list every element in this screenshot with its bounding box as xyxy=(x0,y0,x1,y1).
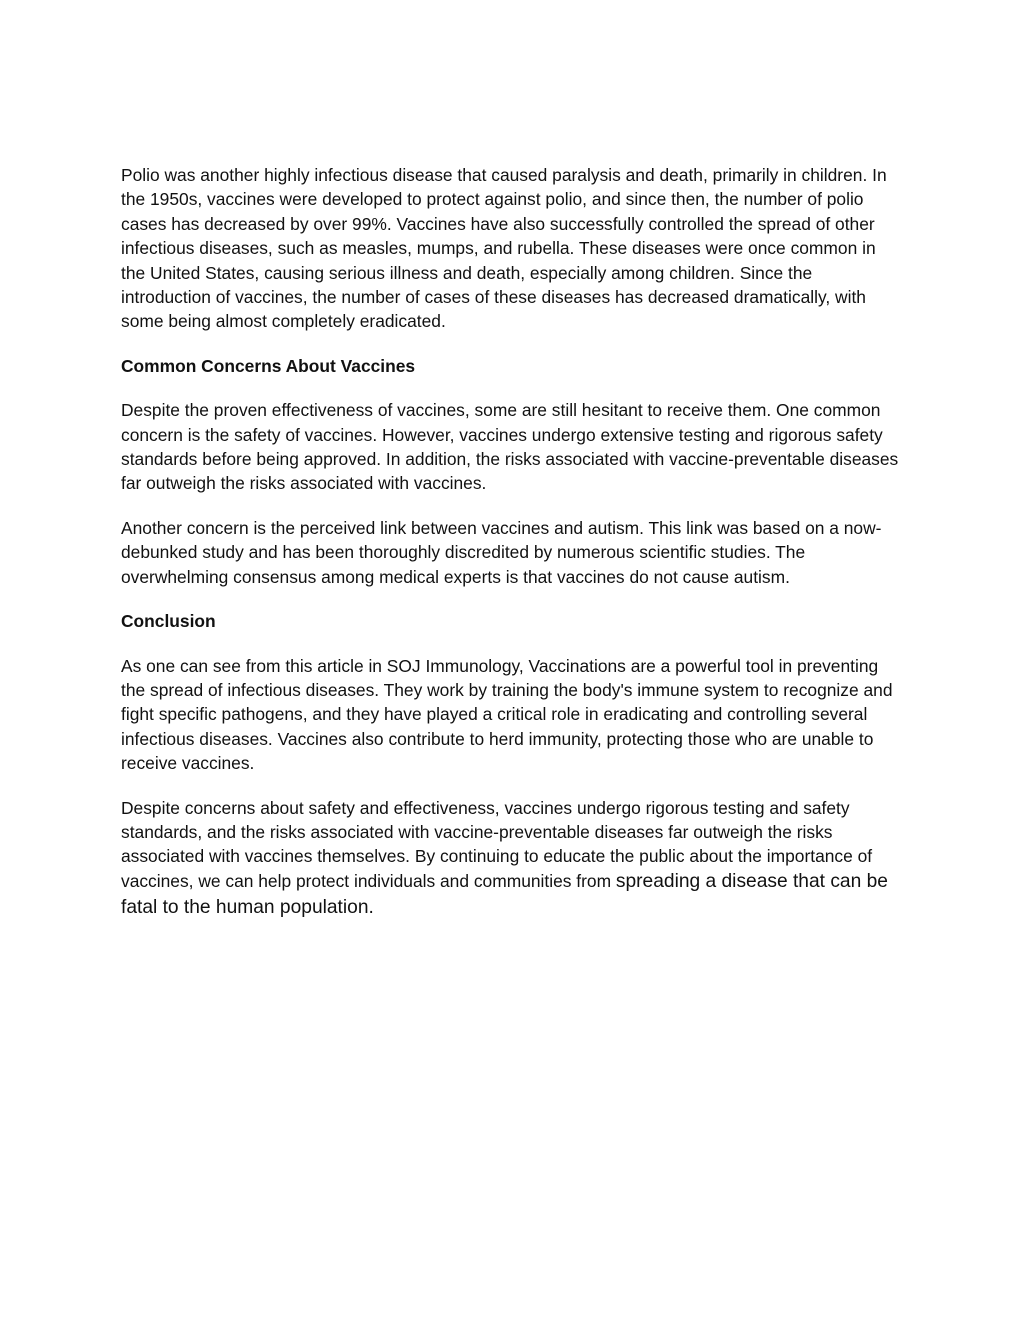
heading-common-concerns: Common Concerns About Vaccines xyxy=(121,355,416,376)
document-body xyxy=(121,163,903,941)
paragraph-final-tail-text: spreading a disease that can be fatal to the human population. xyxy=(121,870,888,918)
paragraph-conclusion-summary: As one can see from this article in SOJ Immunology, Vaccinations are a powerful tool in preventing the spread of infectious diseases. They work by training the body's immune system to recognize and fight specific pathogens, and they have played a critical role in eradicating and controlling several infectious diseases. Vaccines also contribute to herd immunity, protecting those who are unable to receive vaccines. xyxy=(121,655,893,774)
paragraph-final-main-text: Despite concerns about safety and effectiveness, vaccines undergo rigorous testing and safety standards, and the risks associated with vaccine-preventable diseases far outweigh the risks associated with vaccines themselves. By continuing to educate the public about the importance of vaccines, we can help protect individuals and communities from xyxy=(121,797,873,891)
heading-conclusion: Conclusion xyxy=(121,611,216,632)
paragraph-safety-concern: Despite the proven effectiveness of vaccines, some are still hesitant to receive them. One common concern is the safety of vaccines. However, vaccines undergo extensive testing and rigorous safety standards before being approved. In addition, the risks associated with vaccine-preventable diseases far outweigh the risks associated with vaccines. xyxy=(121,400,899,494)
paragraph-conclusion-final xyxy=(121,796,903,921)
paragraph-autism-concern: Another concern is the perceived link between vaccines and autism. This link was based on a now-debunked study and has been thoroughly discredited by numerous scientific studies. The overwhelming consensus among medical experts is that vaccines do not cause autism. xyxy=(121,517,882,587)
paragraph-polio: Polio was another highly infectious disease that caused paralysis and death, primarily in children. In the 1950s, vaccines were developed to protect against polio, and since then, the number of polio cases has decreased by over 99%. Vaccines have also successfully controlled the spread of other infectious diseases, such as measles, mumps, and rubella. These diseases were once common in the United States, causing serious illness and death, especially among children. Since the introduction of vaccines, the number of cases of these diseases has decreased dramatically, with some being almost completely eradicated. xyxy=(121,165,887,332)
